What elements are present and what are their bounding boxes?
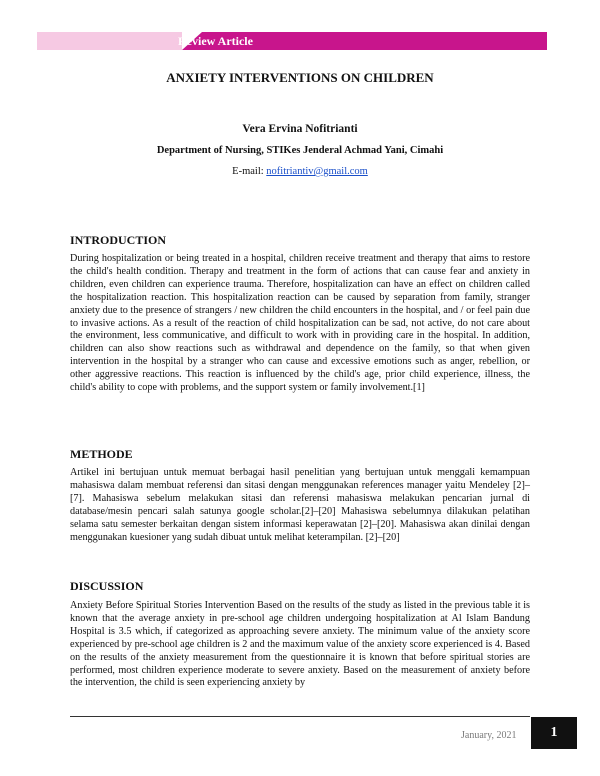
heading-methode: METHODE [70,447,133,461]
email-link[interactable]: nofitriantiv@gmail.com [266,166,368,177]
paragraph-discussion: Anxiety Before Spiritual Stories Intervention Based on the results of the study as listed in the previous table it is known that the average anxiety in pre-school age children undergoing hospitalization at Al Islam Bandung Hospital is 3.5 which, if categorized as approaching severe anxiety. The minimum value of the anxiety score experienced by pre-school age children is 2 and the maximum value of the anxiety score experienced is 4. Based on the results of the anxiety measurement from the questionnaire it is known that before spiritual stories are performed, most children experience moderate to severe anxiety. Based on the measurement of anxiety before the intervention, the child is seen experiencing anxiety by [70,600,530,689]
review-article-banner [37,32,547,50]
email-prefix: E-mail: [232,166,267,177]
paper-title: ANXIETY INTERVENTIONS ON CHILDREN [166,70,434,85]
paragraph-methode: Artikel ini bertujuan untuk memuat berbagai hasil penelitian yang bertujuan untuk menggali kemampuan mahasiswa dalam membuat referensi dan sitasi dengan menggunakan references manager yaitu Mendeley [2]–[7]. Mahasiswa sebelum melakukan sitasi dan referensi mahasiswa melakukan pencarian jurnal di database/mesin pencari salah satunya google scholar.[2]–[20] Mahasiswa sebelumnya dilakukan pelatihan selama satu semester berkaitan dengan sistem informasi keperawatan [2]–[20]. Mahasiswa akan dinilai dengan menggunakan kuesioner yang sudah dibuat untuk melihat keterampilan. [2]–[20] [70,467,530,543]
affiliation: Department of Nursing, STIKes Jenderal Achmad Yani, Cimahi [156,145,444,156]
footer-rule [70,716,530,717]
heading-introduction: INTRODUCTION [70,233,167,247]
footer-date: January, 2021 [461,730,517,741]
author-name: Vera Ervina Nofitrianti [242,123,358,135]
banner-label: Review Article [178,34,253,48]
email-line [0,166,600,177]
page-number: 1 [531,717,577,749]
banner-pale-block [37,32,182,50]
heading-discussion: DISCUSSION [70,579,144,593]
paragraph-introduction: During hospitalization or being treated in a hospital, children receive treatment and therapy that aims to restore the child's health condition. Therapy and treatment in the form of actions that can cause fear and anxiety in children, even children can experience trauma. Therefore, hospitalization can have an effect on children called the hospitalization reaction. This hospitalization reaction can be caused by separation from family, stranger anxiety due to the presence of strangers / new children the child encounters in the hospital, and / or feel pain due to invasive actions. As a result of the reaction of child hospitalization can be sad, not active, do not care about the environment, less communicative, and difficult to work with in providing care in the hospital. In addition, children can also show reactions such as withdrawal and dependence on the family, so that when given intervention in the hospital by a stranger who can cause and excessive emotions such as anger, rebellion, or other aggressive reactions. This reaction is influenced by the child's age, prior child experience, illness, the child's ability to cope with problems, and the support system or family involvement.[1] [70,253,530,394]
